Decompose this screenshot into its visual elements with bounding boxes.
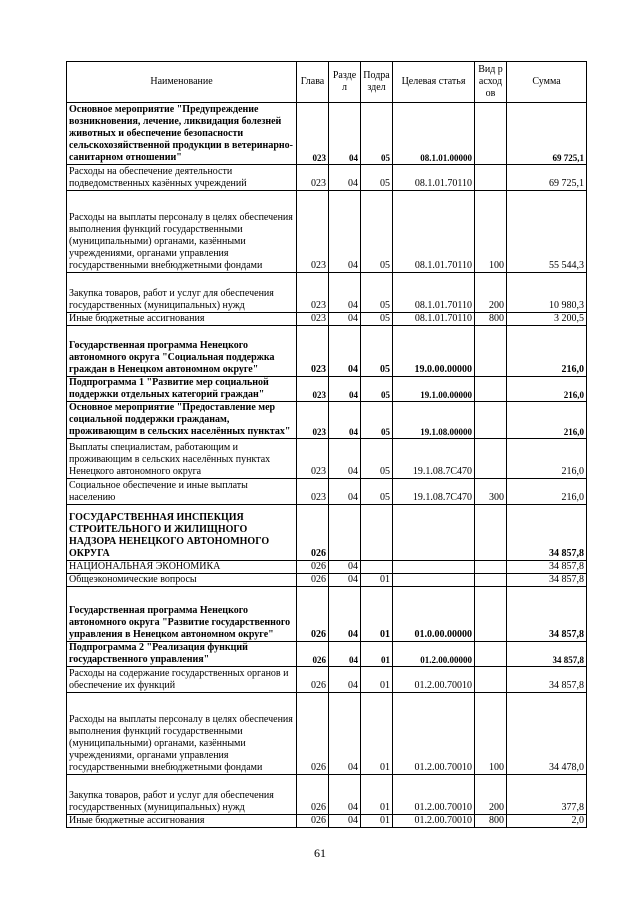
table-row bbox=[67, 191, 587, 273]
row-amount: 34 857,8 bbox=[507, 574, 587, 587]
row-subsection: 05 bbox=[361, 103, 393, 165]
row-target: 01.2.00.70010 bbox=[393, 775, 475, 815]
row-target: 01.2.00.70010 bbox=[393, 667, 475, 693]
row-amount: 216,0 bbox=[507, 439, 587, 479]
row-name: Иные бюджетные ассигнования bbox=[67, 313, 297, 326]
row-name: Расходы на содержание государственных органов и обеспечение их функций bbox=[67, 667, 297, 693]
row-name: Расходы на выплаты персоналу в целях обеспечения выполнения функций государственными (муниципальными) органами, казёнными учреждениями, органами управления государственными внебюджетными фондами bbox=[67, 693, 297, 775]
row-chapter: 026 bbox=[297, 505, 329, 561]
row-name: Закупка товаров, работ и услуг для обеспечения государственных (муниципальных) нужд bbox=[67, 273, 297, 313]
row-section: 04 bbox=[329, 377, 361, 402]
row-target: 19.1.08.7С470 bbox=[393, 439, 475, 479]
row-section: 04 bbox=[329, 402, 361, 439]
row-target: 19.1.08.00000 bbox=[393, 402, 475, 439]
table-row bbox=[67, 587, 587, 642]
table-row bbox=[67, 561, 587, 574]
page-number: 61 bbox=[314, 846, 326, 860]
table-row bbox=[67, 642, 587, 667]
row-type: 100 bbox=[475, 693, 507, 775]
row-amount: 69 725,1 bbox=[507, 103, 587, 165]
header-target: Целевая статья bbox=[393, 62, 475, 103]
row-chapter: 023 bbox=[297, 313, 329, 326]
row-section: 04 bbox=[329, 775, 361, 815]
row-subsection: 05 bbox=[361, 479, 393, 505]
row-chapter: 023 bbox=[297, 439, 329, 479]
budget-table bbox=[66, 61, 587, 828]
row-amount: 377,8 bbox=[507, 775, 587, 815]
row-type: 300 bbox=[475, 479, 507, 505]
table-row bbox=[67, 775, 587, 815]
row-target: 08.1.01.70110 bbox=[393, 273, 475, 313]
table-row bbox=[67, 402, 587, 439]
row-amount: 69 725,1 bbox=[507, 165, 587, 191]
row-type: 200 bbox=[475, 273, 507, 313]
row-amount: 216,0 bbox=[507, 326, 587, 377]
row-chapter: 026 bbox=[297, 693, 329, 775]
row-amount: 34 857,8 bbox=[507, 642, 587, 667]
row-subsection bbox=[361, 561, 393, 574]
table-row bbox=[67, 165, 587, 191]
row-subsection: 01 bbox=[361, 693, 393, 775]
row-target: 08.1.01.70110 bbox=[393, 313, 475, 326]
row-amount: 55 544,3 bbox=[507, 191, 587, 273]
row-chapter: 026 bbox=[297, 775, 329, 815]
row-name: Выплаты специалистам, работающим и проживающим в сельских населённых пунктах Ненецкого автономного округа bbox=[67, 439, 297, 479]
row-subsection: 01 bbox=[361, 642, 393, 667]
row-name: Социальное обеспечение и иные выплаты населению bbox=[67, 479, 297, 505]
row-target: 08.1.01.70110 bbox=[393, 165, 475, 191]
row-chapter: 023 bbox=[297, 273, 329, 313]
row-name: Расходы на обеспечение деятельности подведомственных казённых учреждений bbox=[67, 165, 297, 191]
row-chapter: 023 bbox=[297, 165, 329, 191]
table-row bbox=[67, 326, 587, 377]
row-type bbox=[475, 439, 507, 479]
header-subsection: Подраздел bbox=[361, 62, 393, 103]
row-target: 19.1.00.00000 bbox=[393, 377, 475, 402]
row-section: 04 bbox=[329, 587, 361, 642]
row-section: 04 bbox=[329, 693, 361, 775]
row-type bbox=[475, 505, 507, 561]
row-type bbox=[475, 642, 507, 667]
row-section: 04 bbox=[329, 165, 361, 191]
row-section: 04 bbox=[329, 313, 361, 326]
header-section: Раздел bbox=[329, 62, 361, 103]
row-name: НАЦИОНАЛЬНАЯ ЭКОНОМИКА bbox=[67, 561, 297, 574]
row-section: 04 bbox=[329, 326, 361, 377]
row-target: 01.0.00.00000 bbox=[393, 587, 475, 642]
row-amount: 34 857,8 bbox=[507, 587, 587, 642]
table-row bbox=[67, 377, 587, 402]
row-amount: 34 857,8 bbox=[507, 667, 587, 693]
row-type bbox=[475, 103, 507, 165]
row-target: 01.2.00.70010 bbox=[393, 693, 475, 775]
row-chapter: 026 bbox=[297, 815, 329, 828]
row-amount: 216,0 bbox=[507, 377, 587, 402]
row-chapter: 023 bbox=[297, 479, 329, 505]
row-subsection bbox=[361, 505, 393, 561]
row-type bbox=[475, 165, 507, 191]
row-section bbox=[329, 505, 361, 561]
header-chapter: Глава bbox=[297, 62, 329, 103]
table-row bbox=[67, 313, 587, 326]
row-name: Подпрограмма 2 "Реализация функций государственного управления" bbox=[67, 642, 297, 667]
row-subsection: 01 bbox=[361, 815, 393, 828]
row-target: 08.1.01.70110 bbox=[393, 191, 475, 273]
row-name: Государственная программа Ненецкого автономного округа "Социальная поддержка граждан в Ненецком автономном округе" bbox=[67, 326, 297, 377]
table-row bbox=[67, 815, 587, 828]
table-row bbox=[67, 693, 587, 775]
row-chapter: 023 bbox=[297, 402, 329, 439]
row-amount: 216,0 bbox=[507, 402, 587, 439]
table-row bbox=[67, 667, 587, 693]
row-amount: 34 478,0 bbox=[507, 693, 587, 775]
row-subsection: 05 bbox=[361, 313, 393, 326]
row-amount: 3 200,5 bbox=[507, 313, 587, 326]
row-subsection: 05 bbox=[361, 165, 393, 191]
row-target bbox=[393, 574, 475, 587]
row-name: Подпрограмма 1 "Развитие мер социальной поддержки отдельных категорий граждан" bbox=[67, 377, 297, 402]
row-subsection: 05 bbox=[361, 273, 393, 313]
row-amount: 34 857,8 bbox=[507, 505, 587, 561]
row-chapter: 023 bbox=[297, 377, 329, 402]
row-target: 08.1.01.00000 bbox=[393, 103, 475, 165]
row-chapter: 026 bbox=[297, 667, 329, 693]
row-name: Основное мероприятие "Предупреждение возникновения, лечение, ликвидация болезней животных и обеспечение безопасности сельскохозяйственной продукции в ветеринарно-санитарном отношении" bbox=[67, 103, 297, 165]
table-row bbox=[67, 273, 587, 313]
row-subsection: 01 bbox=[361, 775, 393, 815]
row-type: 800 bbox=[475, 815, 507, 828]
row-target: 01.2.00.00000 bbox=[393, 642, 475, 667]
header-name: Наименование bbox=[67, 62, 297, 103]
table-row bbox=[67, 103, 587, 165]
table-row bbox=[67, 574, 587, 587]
row-chapter: 026 bbox=[297, 642, 329, 667]
row-section: 04 bbox=[329, 815, 361, 828]
row-chapter: 026 bbox=[297, 561, 329, 574]
row-type bbox=[475, 377, 507, 402]
row-amount: 10 980,3 bbox=[507, 273, 587, 313]
row-section: 04 bbox=[329, 479, 361, 505]
row-section: 04 bbox=[329, 574, 361, 587]
row-subsection: 05 bbox=[361, 326, 393, 377]
row-section: 04 bbox=[329, 667, 361, 693]
row-section: 04 bbox=[329, 273, 361, 313]
table-row bbox=[67, 505, 587, 561]
row-type bbox=[475, 402, 507, 439]
row-type bbox=[475, 574, 507, 587]
row-target: 01.2.00.70010 bbox=[393, 815, 475, 828]
row-chapter: 023 bbox=[297, 103, 329, 165]
row-amount: 34 857,8 bbox=[507, 561, 587, 574]
row-subsection: 05 bbox=[361, 191, 393, 273]
row-name: Расходы на выплаты персоналу в целях обеспечения выполнения функций государственными (муниципальными) органами, казёнными учреждениями, органами управления государственными внебюджетными фондами bbox=[67, 191, 297, 273]
header-amount: Сумма bbox=[507, 62, 587, 103]
header-expense-type: Вид расходов bbox=[475, 62, 507, 103]
row-section: 04 bbox=[329, 439, 361, 479]
row-name: Государственная программа Ненецкого автономного округа "Развитие государственного управления в Ненецком автономном округе" bbox=[67, 587, 297, 642]
row-amount: 216,0 bbox=[507, 479, 587, 505]
row-section: 04 bbox=[329, 103, 361, 165]
row-chapter: 023 bbox=[297, 191, 329, 273]
table-row bbox=[67, 439, 587, 479]
row-section: 04 bbox=[329, 191, 361, 273]
row-subsection: 05 bbox=[361, 377, 393, 402]
row-subsection: 01 bbox=[361, 574, 393, 587]
row-type: 800 bbox=[475, 313, 507, 326]
row-type: 200 bbox=[475, 775, 507, 815]
row-name: ГОСУДАРСТВЕННАЯ ИНСПЕКЦИЯ СТРОИТЕЛЬНОГО И ЖИЛИЩНОГО НАДЗОРА НЕНЕЦКОГО АВТОНОМНОГО ОКРУГА bbox=[67, 505, 297, 561]
row-name: Иные бюджетные ассигнования bbox=[67, 815, 297, 828]
row-type bbox=[475, 326, 507, 377]
row-target: 19.1.08.7С470 bbox=[393, 479, 475, 505]
row-amount: 2,0 bbox=[507, 815, 587, 828]
row-chapter: 023 bbox=[297, 326, 329, 377]
row-type: 100 bbox=[475, 191, 507, 273]
header-row bbox=[67, 62, 587, 103]
row-subsection: 01 bbox=[361, 667, 393, 693]
row-subsection: 01 bbox=[361, 587, 393, 642]
row-type bbox=[475, 667, 507, 693]
row-name: Общеэкономические вопросы bbox=[67, 574, 297, 587]
row-type bbox=[475, 561, 507, 574]
row-target bbox=[393, 505, 475, 561]
row-section: 04 bbox=[329, 561, 361, 574]
row-section: 04 bbox=[329, 642, 361, 667]
row-target bbox=[393, 561, 475, 574]
row-subsection: 05 bbox=[361, 439, 393, 479]
row-type bbox=[475, 587, 507, 642]
row-subsection: 05 bbox=[361, 402, 393, 439]
table-row bbox=[67, 479, 587, 505]
row-name: Основное мероприятие "Предоставление мер социальной поддержки гражданам, проживающим в сельских населённых пунктах" bbox=[67, 402, 297, 439]
row-chapter: 026 bbox=[297, 574, 329, 587]
row-target: 19.0.00.00000 bbox=[393, 326, 475, 377]
row-name: Закупка товаров, работ и услуг для обеспечения государственных (муниципальных) нужд bbox=[67, 775, 297, 815]
row-chapter: 026 bbox=[297, 587, 329, 642]
